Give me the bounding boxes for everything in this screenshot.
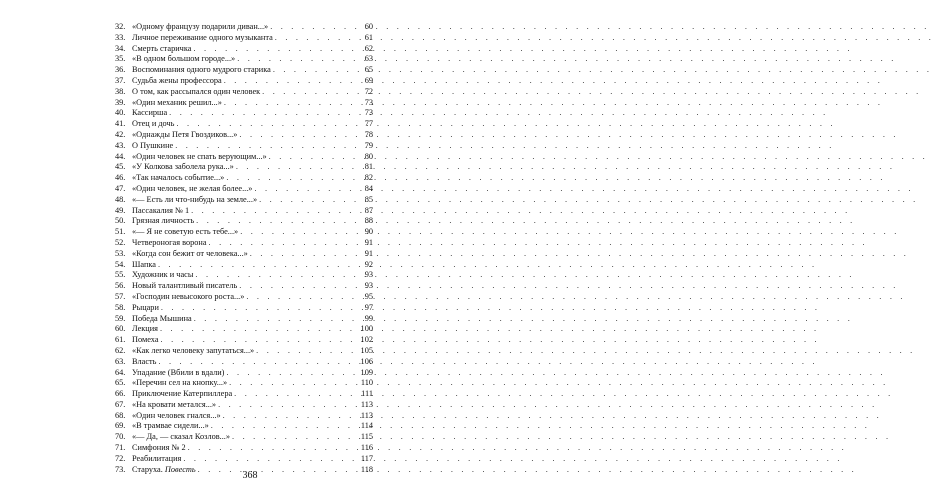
toc-entry-title-text: «— Да, — сказал Козлов...» [132, 432, 231, 442]
toc-dot-leader [273, 65, 353, 76]
toc-entry-title-text: Лекция [132, 324, 158, 334]
toc-entry [115, 454, 373, 465]
toc-entry-number: 35. [115, 54, 126, 64]
toc-entry [115, 65, 373, 76]
toc-entry-title [132, 216, 196, 227]
toc-entry-title [132, 281, 239, 292]
toc-dot-leader [262, 87, 353, 98]
toc-entry-title [132, 324, 160, 335]
toc-entry-number: 73. [115, 464, 126, 474]
toc-entry-number: 47. [115, 183, 126, 193]
toc-entry-title-text: Грязная личность [132, 216, 195, 226]
toc-entry [115, 411, 373, 422]
toc-entry-page: 87 [364, 205, 373, 215]
toc-dot-leader [275, 33, 353, 44]
toc-entry [115, 54, 373, 65]
toc-entry-number: 61. [115, 335, 126, 345]
toc-entry-title [132, 249, 250, 260]
page-number: 368 [242, 470, 258, 481]
toc-entry-title [132, 108, 169, 119]
toc-entry-title-text: О том, как рассыпался один человек [132, 86, 261, 96]
toc-entry-page: 81 [364, 162, 373, 172]
toc-entry-page: 69 [364, 75, 373, 85]
toc-entry-title-text: Судьба жены профессора [132, 75, 222, 85]
toc-entry-number: 38. [115, 86, 126, 96]
toc-entry [115, 260, 373, 271]
toc-entry-title [132, 400, 218, 411]
toc-entry-number: 69. [115, 421, 126, 431]
toc-entry-title [132, 421, 211, 432]
toc-entry-title-text: Рыцари [132, 302, 159, 312]
toc-entry-title-text: Кассирша [132, 108, 168, 118]
toc-entry-number: 53. [115, 248, 126, 258]
toc-entry-title [132, 141, 175, 152]
toc-dot-leader [246, 292, 353, 303]
toc-entry [115, 184, 373, 195]
toc-entry-title-text: «Одному французу подарили диван...» [132, 22, 269, 31]
toc-entry-title-text: «Так началось событие...» [132, 173, 225, 183]
toc-entry-title-text: Смерть старичка [132, 43, 192, 53]
toc-entry-page: 90 [364, 227, 373, 237]
toc-entry-number: 64. [115, 367, 126, 377]
toc-entry-title [132, 292, 246, 303]
toc-entry-number: 42. [115, 129, 126, 139]
toc-entry-title-text: Победа Мышина [132, 313, 192, 323]
toc-entry [115, 195, 373, 206]
toc-entry-title-text: «На кровати метался...» [132, 399, 217, 409]
toc-entry-page: 84 [364, 183, 373, 193]
toc-entry-number: 66. [115, 389, 126, 399]
toc-entry-title [132, 162, 236, 173]
toc-entry-page: 85 [364, 194, 373, 204]
toc-dot-leader [226, 368, 353, 379]
toc-entry-title [132, 270, 195, 281]
toc-entry-title [132, 411, 223, 422]
toc-entry-number: 52. [115, 237, 126, 247]
toc-entry-number: 43. [115, 140, 126, 150]
toc-entry-number: 37. [115, 75, 126, 85]
toc-entry [115, 346, 373, 357]
toc-entry-page: 79 [364, 140, 373, 150]
toc-entry-page: 88 [364, 216, 373, 226]
toc-dot-leader [160, 324, 353, 335]
toc-entry [115, 98, 373, 109]
toc-entry-number: 62. [115, 345, 126, 355]
toc-dot-leader [239, 130, 353, 141]
toc-entry-title [132, 65, 273, 76]
toc-entry-page: 65 [364, 65, 373, 75]
toc-entry [115, 389, 373, 400]
toc-entry [115, 292, 373, 303]
toc-entry-page: 113 [360, 399, 373, 409]
toc-dot-leader [237, 54, 353, 65]
toc-entry-number: 65. [115, 378, 126, 388]
toc-dot-leader [270, 22, 353, 33]
toc-dot-leader [269, 152, 353, 163]
toc-entry-page: 91 [364, 248, 373, 258]
toc-dot-leader [175, 141, 353, 152]
toc-entry-page: 73 [364, 108, 373, 118]
toc-entry-title-italic: Повесть [164, 464, 196, 474]
toc-entry-page: 114 [360, 421, 373, 431]
toc-entry-title [132, 260, 158, 271]
toc-entry-page: 91 [364, 237, 373, 247]
toc-entry-number: 32. [115, 22, 126, 31]
toc-entry [115, 368, 373, 379]
toc-dot-leader [224, 98, 353, 109]
toc-entry-number: 45. [115, 162, 126, 172]
toc-entry-title [132, 152, 269, 163]
toc-entry-title [132, 454, 183, 465]
toc-entry-title [132, 206, 191, 217]
toc-entry-number: 36. [115, 65, 126, 75]
toc-entry-title-text: «В трамвае сидели...» [132, 421, 209, 431]
toc-entry-title [132, 173, 226, 184]
toc-dot-leader [176, 119, 353, 130]
toc-entry-page: 109 [360, 367, 373, 377]
toc-entry [115, 238, 373, 249]
toc-entry [115, 206, 373, 217]
toc-entry-page: 62 [364, 43, 373, 53]
toc-entry [115, 281, 373, 292]
toc-entry-page: 80 [364, 151, 373, 161]
toc-entry-number: 55. [115, 270, 126, 280]
toc-entry-page: 116 [360, 443, 373, 453]
toc-entry-title-text: Власть [132, 356, 157, 366]
toc-entry-title-text: Четвероногая ворона [132, 237, 207, 247]
toc-dot-leader [223, 411, 353, 422]
toc-entry-title [132, 238, 209, 249]
toc-entry-title-text: «Один механик решил...» [132, 97, 222, 107]
toc-dot-leader [194, 314, 353, 325]
toc-entry [115, 162, 373, 173]
toc-dot-leader [211, 421, 353, 432]
toc-entry-number: 60. [115, 324, 126, 334]
toc-entry-title [132, 378, 229, 389]
toc-entry-title [132, 33, 275, 44]
toc-entry [115, 357, 373, 368]
toc-entry-title-text: Упадание (Вбили в вдали) [132, 367, 225, 377]
toc-entry-page: 110 [360, 378, 373, 388]
toc-entry-title-text: «Перечин сел на кнопку...» [132, 378, 228, 388]
toc-dot-leader [209, 238, 353, 249]
toc-entry-number: 41. [115, 119, 126, 129]
toc-entry [115, 335, 373, 346]
toc-entry [115, 87, 373, 98]
toc-dot-leader [250, 249, 353, 260]
toc-entry-title-text: Новый талантливый писатель [132, 281, 238, 291]
toc-entry-page: 102 [360, 335, 373, 345]
toc-entry [115, 400, 373, 411]
toc-entry-title [132, 346, 256, 357]
toc-entry-title-text: «Один человек гнался...» [132, 410, 221, 420]
toc-dot-leader [259, 195, 353, 206]
toc-entry-number: 48. [115, 194, 126, 204]
toc-entry [115, 324, 373, 335]
toc-entry-title-text: «Один человек не спать верующим...» [132, 151, 267, 161]
toc-dot-leader [195, 270, 353, 281]
toc-entry-title [132, 119, 176, 130]
toc-entry-page: 118 [360, 464, 373, 474]
toc-dot-leader [218, 400, 353, 411]
toc-entry-title-text: «Один человек, не желая более...» [132, 183, 253, 193]
toc-dot-leader [236, 162, 353, 173]
toc-dot-leader [183, 454, 353, 465]
toc-entry [115, 22, 373, 33]
toc-entry-page: 93 [364, 270, 373, 280]
toc-entry-number: 72. [115, 453, 126, 463]
toc-entry [115, 152, 373, 163]
toc-entry [115, 33, 373, 44]
toc-entry-title [132, 184, 254, 195]
toc-entry-page: 115 [360, 432, 373, 442]
toc-entry-title-text: Реабилитация [132, 453, 182, 463]
toc-entry-number: 71. [115, 443, 126, 453]
toc-entry-page: 77 [364, 119, 373, 129]
toc-entry [115, 108, 373, 119]
toc-entry-number: 44. [115, 151, 126, 161]
toc-dot-leader [193, 44, 353, 55]
toc-entry-title [132, 357, 158, 368]
toc-dot-leader [169, 108, 353, 119]
toc-entry-number: 63. [115, 356, 126, 366]
toc-dot-leader [188, 443, 353, 454]
toc-entry-title-text: Художник и часы [132, 270, 194, 280]
toc-entry-title-text: Помеха [132, 335, 159, 345]
toc-dot-leader [232, 432, 353, 443]
toc-dot-leader [196, 216, 353, 227]
toc-entry-page: 73 [364, 97, 373, 107]
toc-entry-page: 63 [364, 54, 373, 64]
toc-entry-title [132, 22, 270, 33]
toc-entry [115, 421, 373, 432]
toc-entry-title-text: «Однажды Петя Гвоздиков...» [132, 129, 238, 139]
toc-dot-leader [158, 357, 353, 368]
toc-entry-page: 92 [364, 259, 373, 269]
toc-entry-number: 39. [115, 97, 126, 107]
toc-entry-number: 54. [115, 259, 126, 269]
toc-entry-page: 95 [364, 291, 373, 301]
toc-entry [115, 227, 373, 238]
toc-entry [115, 76, 373, 87]
toc-dot-leader [256, 346, 353, 357]
toc-entry [115, 44, 373, 55]
toc-entry-page: 113 [360, 410, 373, 420]
toc-entry-page: 117 [360, 453, 373, 463]
toc-dot-leader [254, 184, 353, 195]
toc-dot-leader [224, 76, 353, 87]
toc-entry [115, 130, 373, 141]
toc-entry-title [132, 443, 188, 454]
toc-entry-page: 105 [360, 345, 373, 355]
toc-entry-title-text: Воспоминания одного мудрого старика [132, 65, 271, 75]
toc-entry-title [132, 432, 232, 443]
toc-entry-title-text: «Господин невысокого роста...» [132, 291, 245, 301]
toc-entry [115, 119, 373, 130]
toc-entry-number: 40. [115, 108, 126, 118]
toc-dot-leader [226, 173, 353, 184]
toc-entry-number: 56. [115, 281, 126, 291]
toc-entry-title-text: Старуха. [132, 464, 163, 474]
toc-entry-title [132, 368, 226, 379]
toc-entry-title-text: Пассакалия № 1 [132, 205, 190, 215]
toc-entry [115, 303, 373, 314]
toc-dot-leader [158, 260, 353, 271]
toc-entry-page: 78 [364, 129, 373, 139]
toc-entry-title-text: О Пушкине [132, 140, 174, 150]
toc-dot-leader [161, 303, 353, 314]
toc-entry-number: 33. [115, 32, 126, 42]
toc-entry [115, 314, 373, 325]
toc-entry-page: 111 [361, 389, 373, 399]
toc-entry-title-text: «— Есть ли что-нибудь на земле...» [132, 194, 258, 204]
toc-entry-number: 51. [115, 227, 126, 237]
toc-entry-title-text: «У Колкова заболела рука...» [132, 162, 234, 172]
toc-dot-leader [191, 206, 353, 217]
toc-entry-number: 59. [115, 313, 126, 323]
toc-entry [115, 249, 373, 260]
toc-entry-page: 106 [360, 356, 373, 366]
toc-entry [115, 270, 373, 281]
toc-entry-title [132, 44, 193, 55]
toc-entry-title [132, 87, 262, 98]
toc-entry-title-text: Личное переживание одного музыканта [132, 32, 273, 42]
toc-dot-leader [229, 378, 353, 389]
toc-entry-page: 61 [364, 32, 373, 42]
toc-entry-title-text: «— Я не советую есть тебе...» [132, 227, 239, 237]
toc-entry [115, 432, 373, 443]
toc-entry-title-text: Симфония № 2 [132, 443, 186, 453]
toc-entry-title-text: Отец и дочь [132, 119, 175, 129]
toc-entry-number: 49. [115, 205, 126, 215]
toc-entry-title-text: Приключение Катерпиллера [132, 389, 233, 399]
toc-entry [115, 141, 373, 152]
toc-entry [115, 443, 373, 454]
toc-entry-title-text: «Как легко человеку запутаться...» [132, 345, 255, 355]
toc-dot-leader [240, 227, 353, 238]
toc-entry-title-text: «В одном большом городе...» [132, 54, 236, 64]
toc-entry-title [132, 314, 194, 325]
toc-entry-title-text: Шапка [132, 259, 156, 269]
toc-dot-leader [239, 281, 353, 292]
table-of-contents [115, 22, 373, 475]
toc-entry-title [132, 195, 259, 206]
toc-entry-number: 58. [115, 302, 126, 312]
toc-entry-title [132, 303, 161, 314]
toc-entry-number: 34. [115, 43, 126, 53]
toc-entry-page: 60 [364, 22, 373, 31]
toc-entry-title [132, 130, 239, 141]
toc-entry-page: 82 [364, 173, 373, 183]
toc-dot-leader [234, 389, 353, 400]
toc-entry-title [132, 76, 224, 87]
toc-entry [115, 173, 373, 184]
toc-entry [115, 216, 373, 227]
toc-entry-title [132, 227, 240, 238]
toc-entry-page: 93 [364, 281, 373, 291]
toc-entry-number: 50. [115, 216, 126, 226]
toc-dot-leader [161, 335, 353, 346]
toc-entry-page: 72 [364, 86, 373, 96]
toc-entry [115, 378, 373, 389]
toc-entry-page: 99 [364, 313, 373, 323]
toc-entry-number: 46. [115, 173, 126, 183]
toc-entry-title [132, 54, 237, 65]
toc-entry-title [132, 389, 234, 400]
toc-entry-title-text: «Когда сон бежит от человека...» [132, 248, 248, 258]
toc-entry-number: 70. [115, 432, 126, 442]
toc-entry-title [132, 98, 224, 109]
toc-entry-page: 100 [360, 324, 373, 334]
toc-entry-number: 67. [115, 399, 126, 409]
toc-entry-number: 57. [115, 291, 126, 301]
toc-entry-number: 68. [115, 410, 126, 420]
toc-entry-title [132, 335, 161, 346]
toc-entry-page: 97 [364, 302, 373, 312]
